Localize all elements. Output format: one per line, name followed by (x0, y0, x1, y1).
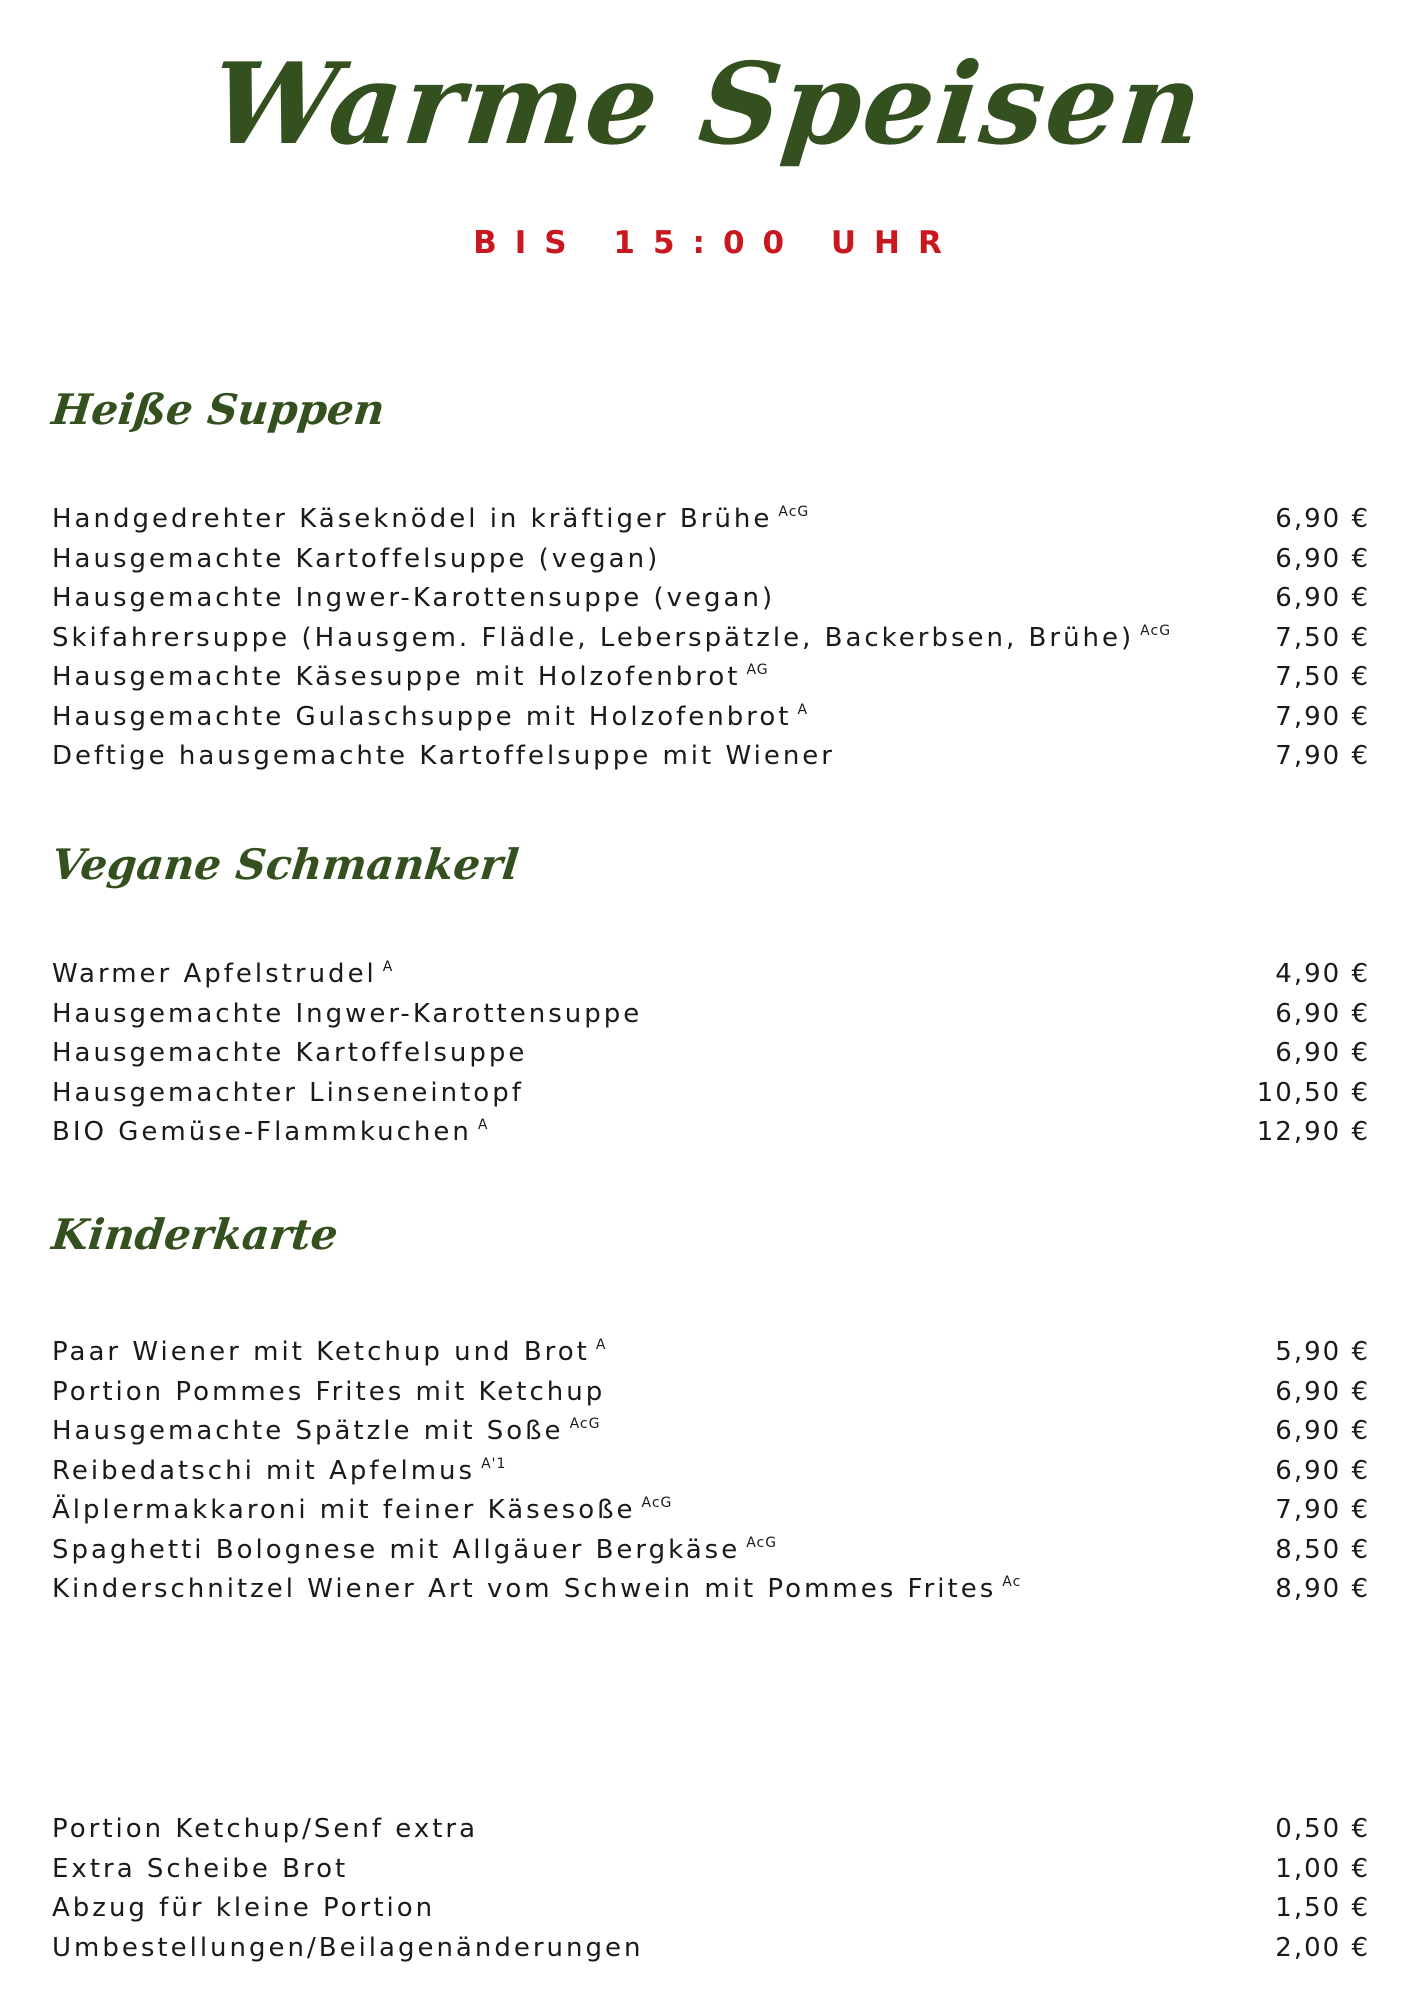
menu-list-kids (52, 1333, 1370, 1610)
item-name: Warmer Apfelstrudel (52, 959, 377, 989)
menu-item (52, 1491, 1370, 1531)
item-name: Deftige hausgemachte Kartoffelsuppe mit Wiener (52, 741, 835, 771)
item-price: 6,90 € (1275, 543, 1370, 574)
menu-item (52, 1074, 1370, 1114)
extra-item (52, 1889, 1370, 1929)
item-name: Paar Wiener mit Ketchup und Brot (52, 1337, 590, 1367)
menu-item (52, 698, 1370, 738)
menu-item (52, 579, 1370, 619)
item-name: Reibedatschi mit Apfelmus (52, 1455, 476, 1486)
menu-item (52, 1531, 1370, 1571)
item-price: 6,90 € (1275, 1376, 1370, 1407)
allergen-code: A (382, 959, 394, 975)
allergen-code: AcG (746, 1534, 778, 1551)
item-name: Hausgemachte Ingwer-Karottensuppe (vegan) (52, 583, 776, 613)
item-name: Hausgemachte Kartoffelsuppe (52, 1038, 528, 1068)
menu-item (52, 1333, 1370, 1373)
item-price: 7,50 € (1275, 662, 1370, 692)
item-price: 7,90 € (1275, 741, 1370, 771)
item-price: 0,50 € (1275, 1814, 1370, 1844)
menu-list-extras (52, 1810, 1370, 1968)
menu-list-vegan (52, 955, 1370, 1153)
item-name: Hausgemachte Spätzle mit Soße (52, 1416, 564, 1446)
allergen-code: A (797, 701, 809, 718)
item-price: 1,00 € (1275, 1853, 1370, 1884)
page-title: Warme Speisen (205, 39, 1210, 170)
menu-list-soups (52, 500, 1370, 777)
item-price: 1,50 € (1275, 1893, 1370, 1923)
item-price: 7,90 € (1275, 701, 1370, 732)
item-name: Kinderschnitzel Wiener Art vom Schwein mit Pommes Frites (52, 1574, 997, 1604)
item-price: 5,90 € (1275, 1337, 1370, 1367)
item-price: 6,90 € (1275, 1038, 1370, 1068)
item-name: Portion Ketchup/Senf extra (52, 1814, 479, 1844)
allergen-code: AcG (641, 1495, 673, 1511)
extra-item (52, 1810, 1370, 1850)
item-price: 7,90 € (1275, 1495, 1370, 1525)
menu-item (52, 995, 1370, 1035)
allergen-code: AcG (569, 1416, 601, 1432)
allergen-code: Ac (1002, 1574, 1022, 1590)
menu-item (52, 955, 1370, 995)
allergen-code: A (595, 1337, 607, 1353)
item-name: BIO Gemüse-Flammkuchen (52, 1117, 472, 1147)
item-price: 6,90 € (1275, 504, 1370, 534)
allergen-code: A (477, 1117, 489, 1133)
item-price: 10,50 € (1256, 1077, 1370, 1108)
menu-item (52, 1570, 1370, 1610)
item-price: 7,50 € (1275, 622, 1370, 653)
item-price: 6,90 € (1275, 583, 1370, 613)
allergen-code: AG (746, 662, 769, 678)
item-name: Abzug für kleine Portion (52, 1893, 436, 1923)
item-price: 6,90 € (1275, 1416, 1370, 1446)
section-title-kids: Kinderkarte (49, 1210, 341, 1259)
allergen-code: AcG (778, 504, 810, 520)
item-name: Portion Pommes Frites mit Ketchup (52, 1376, 606, 1407)
item-name: Spaghetti Bolognese mit Allgäuer Bergkäse (52, 1534, 741, 1565)
menu-item (52, 1373, 1370, 1413)
item-price: 8,90 € (1275, 1574, 1370, 1604)
menu-item (52, 540, 1370, 580)
item-name: Hausgemachter Linseneintopf (52, 1077, 524, 1108)
item-price: 4,90 € (1275, 959, 1370, 989)
item-price: 12,90 € (1256, 1117, 1370, 1147)
menu-item (52, 1034, 1370, 1074)
item-name: Handgedrehter Käseknödel in kräftiger Brühe (52, 504, 773, 534)
menu-item (52, 1412, 1370, 1452)
service-time-subtitle: BIS 15:00 UHR (473, 225, 960, 261)
item-name: Extra Scheibe Brot (52, 1853, 349, 1884)
section-title-soups: Heiße Suppen (49, 385, 388, 434)
item-price: 8,50 € (1275, 1534, 1370, 1565)
item-name: Hausgemachte Ingwer-Karottensuppe (52, 998, 643, 1029)
item-name: Hausgemachte Käsesuppe mit Holzofenbrot (52, 662, 741, 692)
menu-item (52, 1452, 1370, 1492)
extra-item (52, 1929, 1370, 1969)
item-price: 6,90 € (1275, 1455, 1370, 1486)
item-name: Hausgemachte Gulaschsuppe mit Holzofenbrot (52, 701, 792, 732)
item-name: Älplermakkaroni mit feiner Käsesoße (52, 1495, 636, 1525)
section-title-vegan: Vegane Schmankerl (49, 840, 522, 889)
item-name: Hausgemachte Kartoffelsuppe (vegan) (52, 543, 661, 574)
menu-item (52, 500, 1370, 540)
item-name: Skifahrersuppe (Hausgem. Flädle, Leberspätzle, Backerbsen, Brühe) (52, 622, 1135, 653)
menu-item (52, 658, 1370, 698)
allergen-code: A'1 (481, 1455, 507, 1472)
item-name: Umbestellungen/Beilagenänderungen (52, 1932, 644, 1963)
menu-item (52, 1113, 1370, 1153)
menu-item (52, 737, 1370, 777)
item-price: 2,00 € (1275, 1932, 1370, 1963)
item-price: 6,90 € (1275, 998, 1370, 1029)
extra-item (52, 1850, 1370, 1890)
allergen-code: AcG (1140, 622, 1172, 639)
menu-item (52, 619, 1370, 659)
